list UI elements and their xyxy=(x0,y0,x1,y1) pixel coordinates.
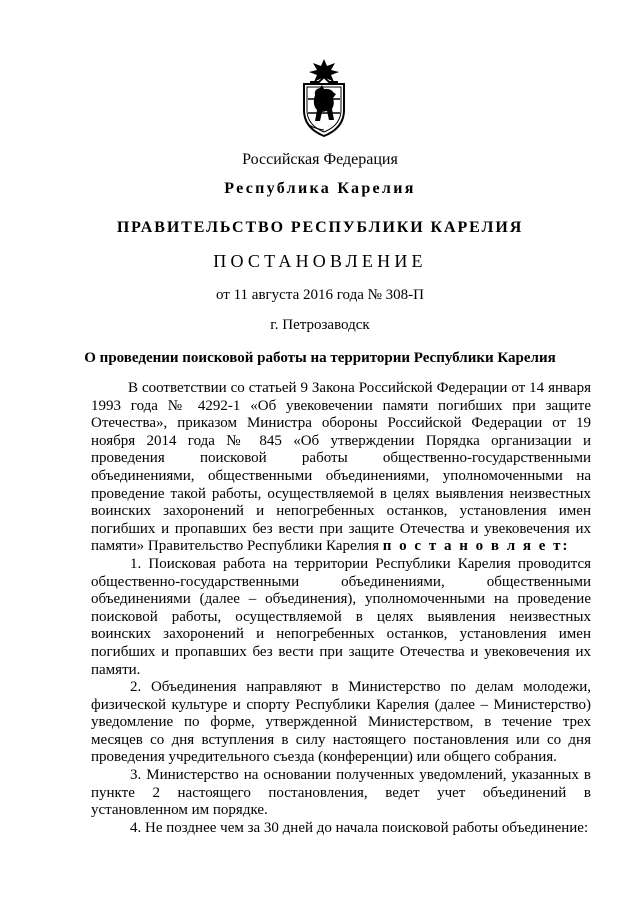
country-name: Российская Федерация xyxy=(242,151,398,168)
document-city: г. Петрозаводск xyxy=(270,317,370,333)
paragraph-3: 3. Министерство на основании полученных уведомлений, указанных в пункте 2 настоящего постановления, ведет учет объединений в установленном им порядке. xyxy=(91,767,591,819)
paragraph-4: 4. Не позднее чем за 30 дней до начала поисковой работы объединение: xyxy=(130,819,589,836)
document-type: ПОСТАНОВЛЕНИЕ xyxy=(213,251,427,271)
document-subject: О проведении поисковой работы на территории Республики Карелия xyxy=(84,350,556,366)
decree-word: п о с т а н о в л я е т: xyxy=(382,538,570,555)
paragraph-2: 2. Объединения направляют в Министерство по делам молодежи, физической культуре и спорту Республики Карелия (далее – Министерство) уведомление по форме, утвержденной Министерством, в течение трех месяцев со дня вступления в силу настоящего постановления или со дня проведения учредительного съезда (конференции) или общего собрания. xyxy=(91,679,591,766)
preamble-paragraph xyxy=(91,380,591,556)
government-name: ПРАВИТЕЛЬСТВО РЕСПУБЛИКИ КАРЕЛИЯ xyxy=(116,219,524,236)
republic-name: Республика Карелия xyxy=(224,180,416,197)
paragraph-1: 1. Поисковая работа на территории Республики Карелия проводится общественно-государственными объединениями, общественными объединениями (далее – объединения), уполномоченными на проведение поисковой работы, осуществляемой в целях выявления неизвестных воинских захоронений и непогребенных останков, установления имен погибших и пропавших без вести при защите Отечества и увековечения их памяти. xyxy=(91,555,591,678)
preamble-text: В соответствии со статьей 9 Закона Российской Федерации от 14 января 1993 года № 4292-1 «Об увековечении памяти погибших при защите Отечества», приказом Министра обороны Российской Федерации от 19 ноября 2014 года № 845 «Об утверждении Порядка организации и проведения поисковой работы общественно-государственными объединениями, общественными объединениями, уполномоченными на проведение такой работы, осуществляемой в целях выявления неизвестных воинских захоронений и непогребенных останков, установления имен погибших и пропавших без вести при защите Отечества и увековечения их памяти» Правительство Республики Карелия xyxy=(91,380,591,555)
document-date-number: от 11 августа 2016 года № 308-П xyxy=(215,287,425,303)
karelia-coat-of-arms-icon xyxy=(300,58,348,138)
document-body xyxy=(91,380,591,837)
